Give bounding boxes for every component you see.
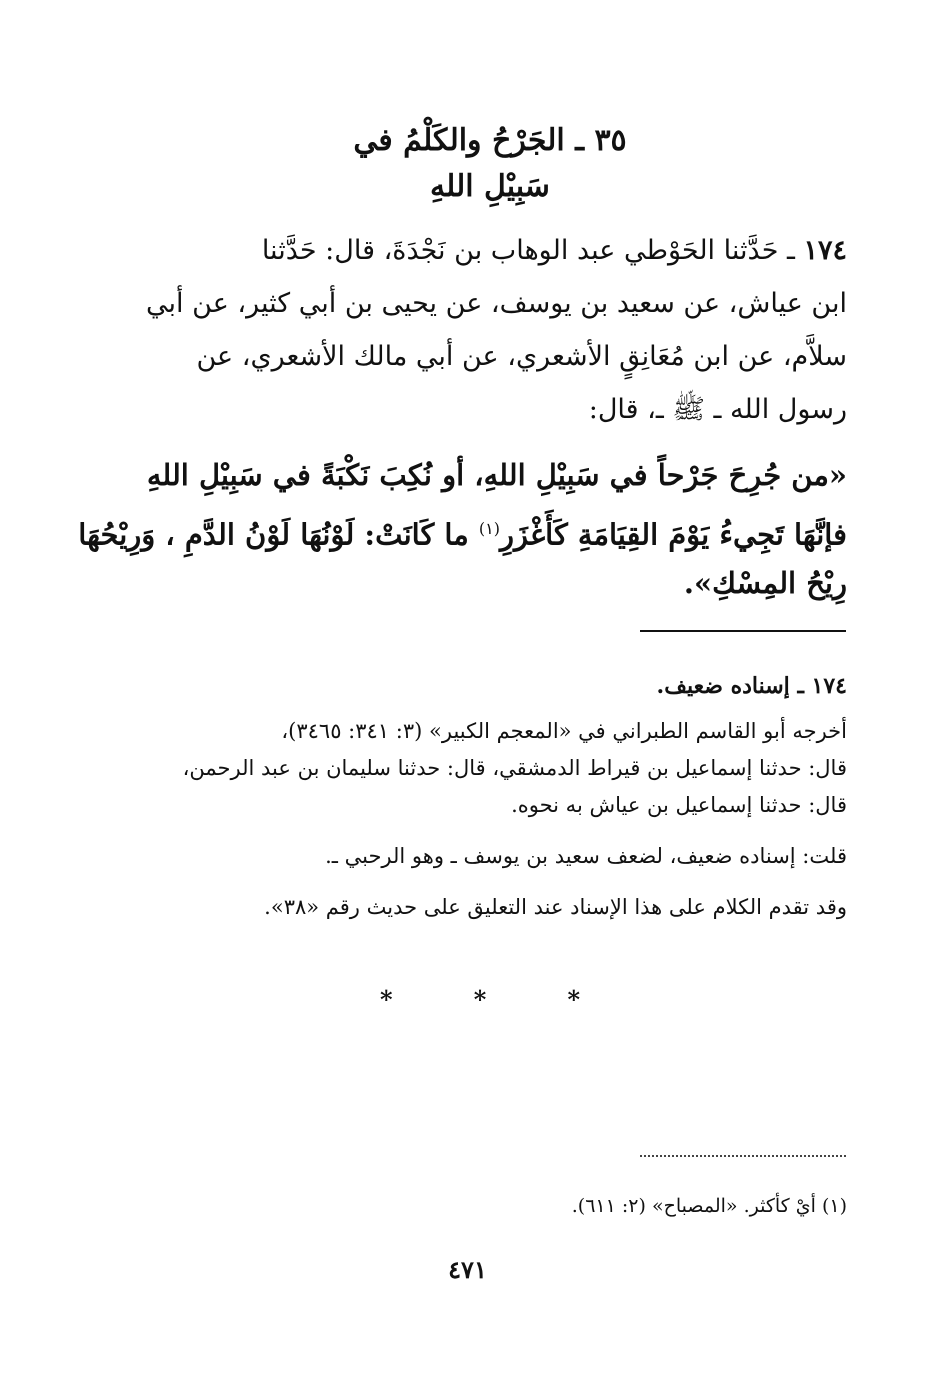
commentary [127,668,847,926]
section-divider [640,630,846,632]
separator-star: * [473,985,487,1014]
footnote-divider [640,1155,846,1171]
commentary-line: قال: حدثنا إسماعيل بن عياش به نحوه. [511,793,847,817]
matn-line: «من جُرِحَ جَرْحاً في سَبِيْلِ اللهِ، أو نُكِبَ نَكْبَةً في سَبِيْلِ اللهِ [146,458,847,492]
matn-line: رِيْحُ المِسْكِ». [683,566,847,600]
chapter-title-line2: سَبِيْلِ اللهِ [430,169,550,204]
footnote: (١) أيْ كأكثر. «المصباح» (٢: ٦١١). [571,1195,847,1217]
hadith-line1-text: ـ حَدَّثنا الحَوْطي عبد الوهاب بن نَجْدَةَ، قال: حَدَّثنا [261,235,795,266]
hadith-line [127,224,847,277]
commentary-line: قلت: إسناده ضعيف، لضعف سعيد بن يوسف ـ وهو الرحبي ـ. [325,844,847,868]
matn-line2-part1: فإنَّهَا تَجِيءُ يَوْمَ القِيَامَةِ كَأَغْزَرِ [499,517,847,552]
chapter-title [130,118,850,210]
commentary-line: قال: حدثنا إسماعيل بن قيراط الدمشقي، قال: حدثنا سليمان بن عبد الرحمن، [182,756,847,780]
hadith-line: رسول الله ـ ﷺ ـ، قال: [588,394,847,425]
commentary-heading: ١٧٤ ـ إسناده ضعيف. [656,673,847,699]
page-number: ٤٧١ [448,1255,487,1284]
separator-star: * [567,985,580,1014]
section-separator [380,985,580,1015]
hadith-number: ١٧٤ [803,235,847,266]
chapter-title-line1: ٣٥ ـ الجَرْحُ والكَلْمُ في [353,123,627,158]
matn-line2-part2: ما كَانَتْ: لَوْنُهَا لَوْنُ الدَّمِ ، وَرِيْحُهَا [78,517,469,552]
hadith-isnad [127,224,847,436]
hadith-line: سلاَّم، عن ابن مُعَانِقٍ الأشعري، عن أبي مالك الأشعري، عن [196,341,847,372]
footnote-marker: (١) [478,519,500,538]
hadith-matn [78,448,847,610]
commentary-line: أخرجه أبو القاسم الطبراني في «المعجم الكبير» (٣: ٣٤١: ٣٤٦٥)، [281,719,847,743]
separator-star: * [380,985,393,1014]
hadith-line: ابن عياش، عن سعيد بن يوسف، عن يحيى بن أبي كثير، عن أبي [146,288,847,319]
matn-line [78,502,847,556]
commentary-line: وقد تقدم الكلام على هذا الإسناد عند التعليق على حديث رقم «٣٨». [264,895,847,919]
